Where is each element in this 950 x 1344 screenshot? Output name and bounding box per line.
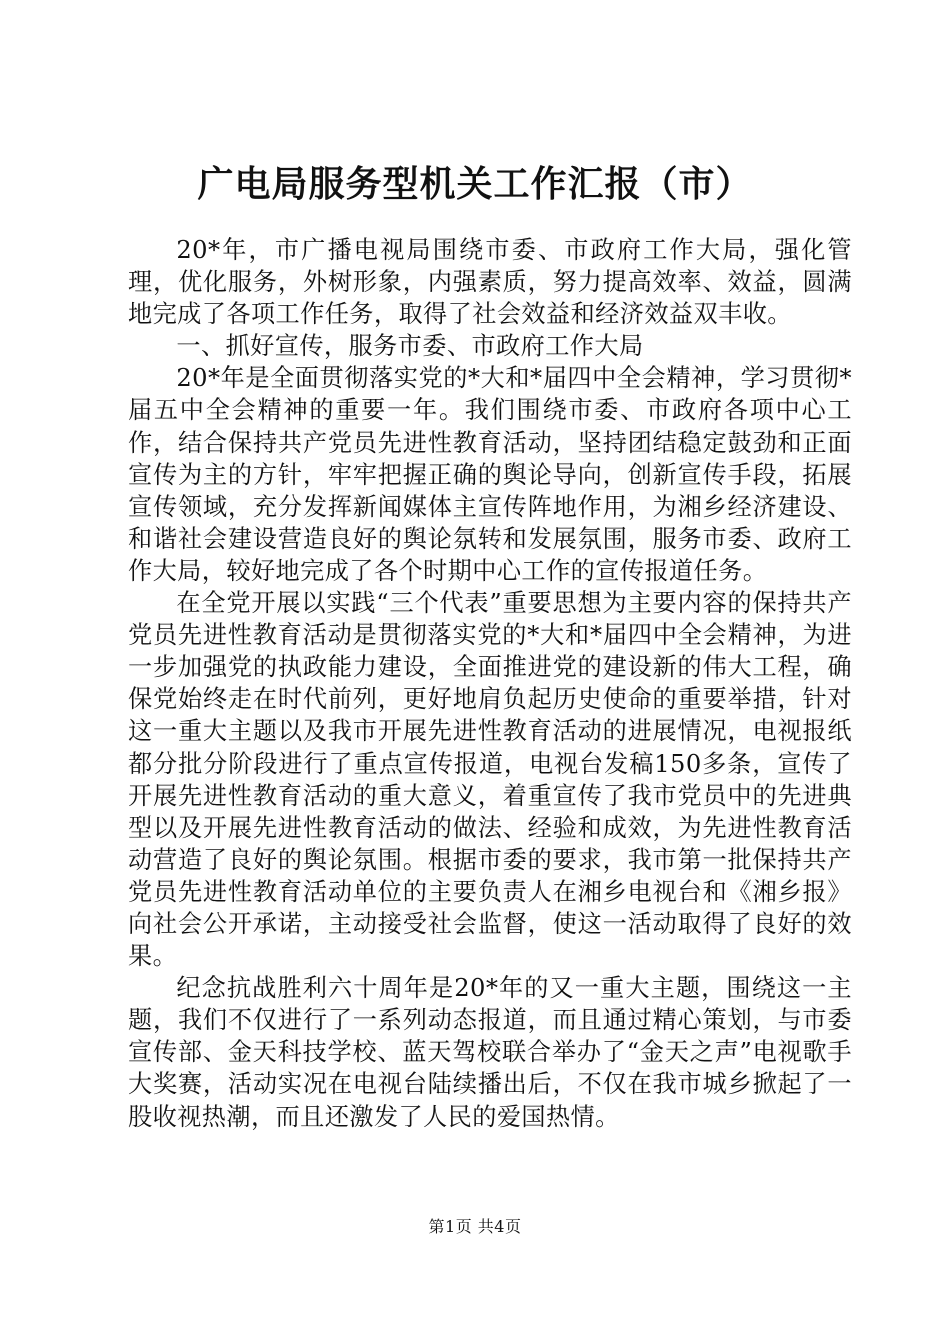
paragraph-section-1-overview: 20*年是全面贯彻落实党的*大和*届四中全会精神，学习贯彻*届五中全会精神的重要一年。我们围绕市委、市政府各项中心工作，结合保持共产党员先进性教育活动，坚持团结稳定鼓劲和正面宣传为主的方针，牢牢把握正确的舆论导向，创新宣传手段，拓展宣传领域，充分发挥新闻媒体主宣传阵地作用，为湘乡经济建设、和谐社会建设营造良好的舆论氛转和发展氛围，服务市委、政府工作大局，较好地完成了各个时期中心工作的宣传报道任务。: [128, 364, 852, 585]
paragraph-intro: 20*年，市广播电视局围绕市委、市政府工作大局，强化管理，优化服务，外树形象，内强素质，努力提高效率、效益，圆满地完成了各项工作任务，取得了社会效益和经济效益双丰收。: [128, 236, 852, 329]
document-title: 广电局服务型机关工作汇报（市）: [197, 163, 753, 205]
section-heading-1: 一、抓好宣传，服务市委、市政府工作大局: [176, 332, 644, 361]
page-number-footer: 第1页 共4页: [428, 1217, 522, 1236]
document-body: [128, 234, 852, 1133]
paragraph-anniversary: 纪念抗战胜利六十周年是20*年的又一重大主题，围绕这一主题，我们不仅进行了一系列动态报道，而且通过精心策划，与市委宣传部、金天科技学校、蓝天驾校联合举办了“金天之声”电视歌手大奖赛，活动实况在电视台陆续播出后，不仅在我市城乡掀起了一股收视热潮，而且还激发了人民的爱国热情。: [128, 974, 852, 1131]
paragraph-education-campaign: 在全党开展以实践“三个代表”重要思想为主要内容的保持共产党员先进性教育活动是贯彻落实党的*大和*届四中全会精神，为进一步加强党的执政能力建设，全面推进党的建设新的伟大工程，确保党始终走在时代前列，更好地肩负起历史使命的重要举措，针对这一重大主题以及我市开展先进性教育活动的进展情况，电视报纸都分批分阶段进行了重点宣传报道，电视台发稿150多条，宣传了开展先进性教育活动的重大意义，着重宣传了我市党员中的先进典型以及开展先进性教育活动的做法、经验和成效，为先进性教育活动营造了良好的舆论氛围。根据市委的要求，我市第一批保持共产党员先进性教育活动单位的主要负责人在湘乡电视台和《湘乡报》向社会公开承诺，主动接受社会监督，使这一活动取得了良好的效果。: [128, 589, 852, 971]
